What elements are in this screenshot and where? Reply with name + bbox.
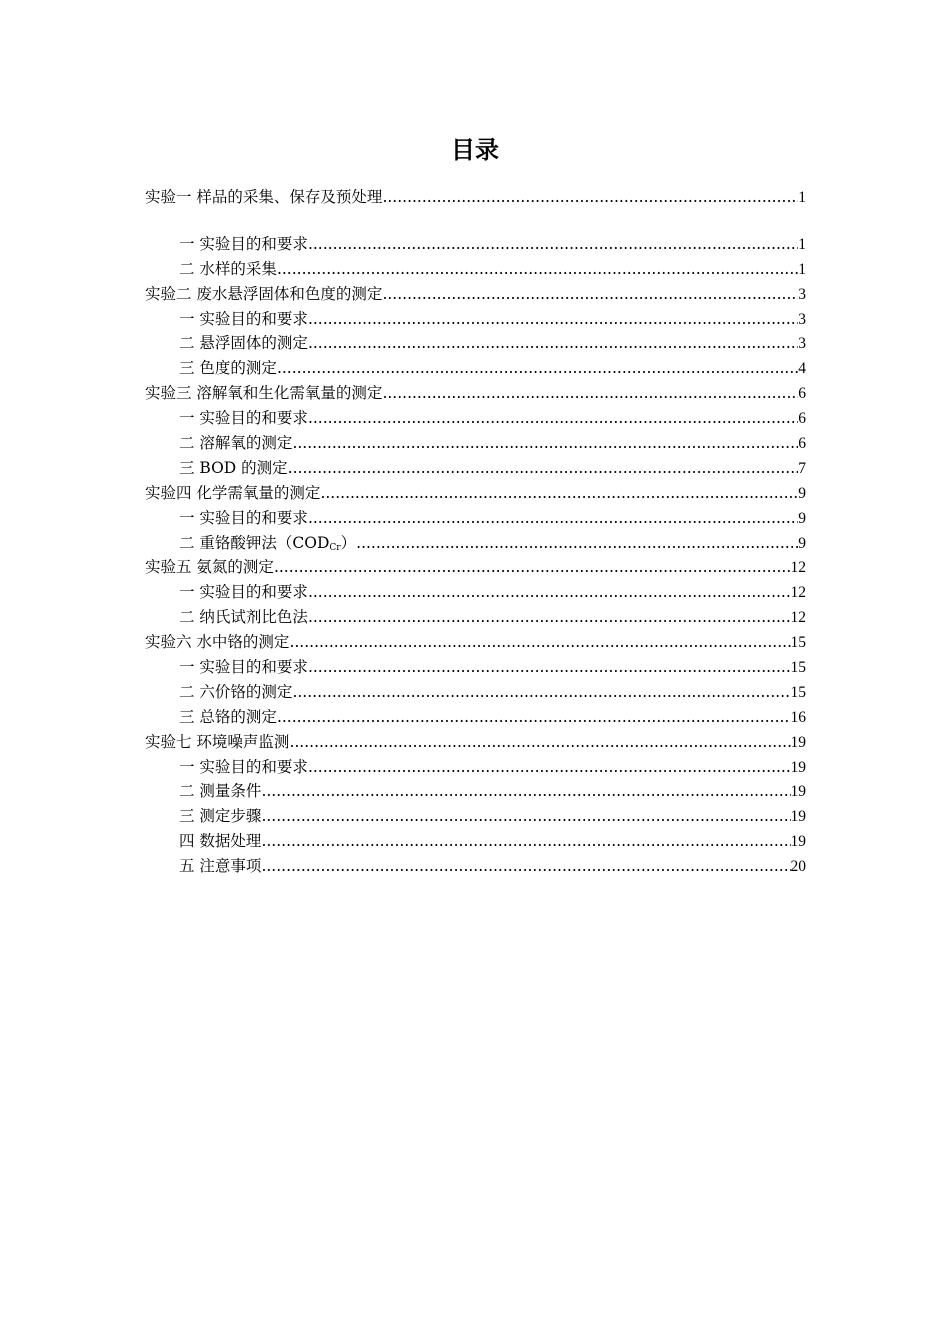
toc-page-number: 9 bbox=[798, 534, 806, 552]
toc-entry[interactable] bbox=[145, 804, 806, 829]
toc-entry[interactable] bbox=[145, 431, 806, 456]
toc-entry-text: 一 实验目的和要求 bbox=[179, 583, 308, 602]
toc-leader-dots bbox=[274, 555, 791, 580]
toc-page-number: 19 bbox=[790, 733, 806, 751]
toc-entry-text: 二 水样的采集 bbox=[179, 259, 277, 278]
table-of-contents bbox=[145, 185, 806, 879]
toc-entry-text: 三 BOD 的测定 bbox=[179, 458, 288, 477]
toc-page-number: 16 bbox=[790, 708, 806, 726]
toc-entry-text: 实验四 化学需氧量的测定 bbox=[145, 483, 321, 502]
toc-entry-text: 一 实验目的和要求 bbox=[179, 309, 308, 328]
toc-entry-text: 实验五 氨氮的测定 bbox=[145, 558, 274, 577]
toc-entry[interactable] bbox=[145, 356, 806, 381]
toc-leader-dots bbox=[277, 257, 798, 282]
toc-leader-dots bbox=[308, 232, 798, 257]
toc-entry-text: 二 纳氏试剂比色法 bbox=[179, 608, 308, 627]
toc-entry[interactable] bbox=[145, 655, 806, 680]
toc-entry[interactable] bbox=[145, 630, 806, 655]
toc-entry-text: 五 注意事项 bbox=[179, 857, 262, 876]
toc-entry[interactable] bbox=[145, 185, 806, 210]
toc-entry-text: 三 测定步骤 bbox=[179, 807, 262, 826]
toc-page-number: 6 bbox=[798, 410, 806, 428]
toc-entry-text: 一 实验目的和要求 bbox=[179, 658, 308, 677]
toc-leader-dots bbox=[289, 730, 790, 755]
toc-entry-text: 二 溶解氧的测定 bbox=[179, 434, 293, 453]
toc-entry-text: 实验六 水中铬的测定 bbox=[145, 633, 290, 652]
toc-leader-dots bbox=[382, 185, 798, 210]
toc-leader-dots bbox=[382, 282, 798, 307]
toc-page-number: 3 bbox=[798, 335, 806, 353]
toc-page-number: 1 bbox=[798, 260, 806, 278]
toc-entry-text-suffix: ） bbox=[340, 533, 357, 552]
toc-page-number: 6 bbox=[798, 385, 806, 403]
toc-page-number: 1 bbox=[798, 189, 806, 206]
toc-leader-dots bbox=[288, 456, 799, 481]
toc-page-number: 9 bbox=[798, 484, 806, 502]
toc-entry[interactable] bbox=[145, 829, 806, 854]
toc-leader-dots bbox=[277, 705, 791, 730]
toc-page-number: 15 bbox=[790, 634, 806, 652]
toc-leader-dots bbox=[261, 829, 790, 854]
toc-entry[interactable] bbox=[145, 680, 806, 705]
toc-page-number: 15 bbox=[790, 659, 806, 677]
toc-entry-text: 一 实验目的和要求 bbox=[179, 234, 308, 253]
toc-entry-text: 二 悬浮固体的测定 bbox=[179, 334, 308, 353]
toc-entry-text: 二 六价铬的测定 bbox=[179, 682, 293, 701]
toc-page-number: 20 bbox=[790, 858, 806, 876]
toc-leader-dots bbox=[292, 431, 798, 456]
toc-leader-dots bbox=[308, 655, 791, 680]
toc-page-number: 6 bbox=[798, 435, 806, 453]
toc-leader-dots bbox=[308, 406, 798, 431]
toc-page-number: 3 bbox=[798, 285, 806, 303]
toc-entry-text: 三 色度的测定 bbox=[179, 359, 277, 378]
toc-entry-text: 三 总铬的测定 bbox=[179, 707, 277, 726]
toc-entry-text: 一 实验目的和要求 bbox=[179, 409, 308, 428]
toc-leader-dots bbox=[261, 854, 790, 879]
toc-entry[interactable] bbox=[145, 555, 806, 580]
toc-entry[interactable] bbox=[145, 779, 806, 804]
toc-entry-text: 二 测量条件 bbox=[179, 782, 262, 801]
toc-entry-text: 实验二 废水悬浮固体和色度的测定 bbox=[145, 284, 383, 303]
toc-leader-dots bbox=[308, 331, 798, 356]
toc-entry-text-prefix: 二 重铬酸钾法（COD bbox=[179, 533, 330, 552]
toc-title: 目录 bbox=[451, 136, 499, 164]
toc-page-number: 19 bbox=[790, 758, 806, 776]
toc-page-number: 4 bbox=[798, 360, 806, 378]
toc-page-number: 3 bbox=[798, 310, 806, 328]
toc-leader-dots bbox=[261, 779, 790, 804]
toc-entry-text: 实验三 溶解氧和生化需氧量的测定 bbox=[145, 384, 383, 403]
toc-entry[interactable] bbox=[145, 481, 806, 506]
toc-page-number: 19 bbox=[790, 783, 806, 801]
toc-leader-dots bbox=[308, 307, 798, 332]
toc-entry-text: 一 实验目的和要求 bbox=[179, 508, 308, 527]
toc-page-number: 1 bbox=[798, 235, 806, 253]
toc-entry[interactable] bbox=[145, 232, 806, 257]
toc-leader-dots bbox=[289, 630, 790, 655]
toc-entry-text: 四 数据处理 bbox=[179, 832, 262, 851]
toc-leader-dots bbox=[261, 804, 790, 829]
toc-entry-text bbox=[179, 531, 356, 556]
toc-leader-dots bbox=[292, 680, 790, 705]
toc-entry[interactable] bbox=[145, 730, 806, 755]
toc-leader-dots bbox=[308, 506, 798, 531]
toc-entry-text: 实验七 环境噪声监测 bbox=[145, 732, 290, 751]
toc-entry-text: 一 实验目的和要求 bbox=[179, 757, 308, 776]
toc-entry[interactable] bbox=[145, 506, 806, 531]
toc-entry[interactable] bbox=[145, 381, 806, 406]
toc-page-number: 12 bbox=[790, 559, 806, 577]
toc-leader-dots bbox=[308, 605, 791, 630]
toc-page-number: 12 bbox=[790, 584, 806, 602]
toc-leader-dots bbox=[277, 356, 798, 381]
toc-page-number: 12 bbox=[790, 609, 806, 627]
toc-entry[interactable] bbox=[145, 854, 806, 879]
toc-page-number: 7 bbox=[798, 459, 806, 477]
toc-entry[interactable] bbox=[145, 531, 806, 556]
toc-entry[interactable] bbox=[145, 307, 806, 332]
toc-leader-dots bbox=[308, 755, 791, 780]
toc-entry[interactable] bbox=[145, 282, 806, 307]
toc-page-number: 9 bbox=[798, 509, 806, 527]
toc-entry-text: 实验一 样品的采集、保存及预处理 bbox=[145, 188, 383, 206]
toc-entry[interactable] bbox=[145, 456, 806, 481]
toc-page-number: 19 bbox=[790, 833, 806, 851]
toc-leader-dots bbox=[356, 531, 798, 556]
toc-entry[interactable] bbox=[145, 257, 806, 282]
toc-entry[interactable] bbox=[145, 605, 806, 630]
toc-leader-dots bbox=[308, 580, 791, 605]
chromium-subscript: Cr bbox=[329, 542, 341, 553]
toc-entry[interactable] bbox=[145, 580, 806, 605]
toc-entry[interactable] bbox=[145, 331, 806, 356]
toc-entry[interactable] bbox=[145, 406, 806, 431]
toc-entry[interactable] bbox=[145, 755, 806, 780]
toc-leader-dots bbox=[320, 481, 798, 506]
toc-page-number: 19 bbox=[790, 808, 806, 826]
toc-page-number: 15 bbox=[790, 683, 806, 701]
toc-leader-dots bbox=[382, 381, 798, 406]
toc-entry[interactable] bbox=[145, 705, 806, 730]
